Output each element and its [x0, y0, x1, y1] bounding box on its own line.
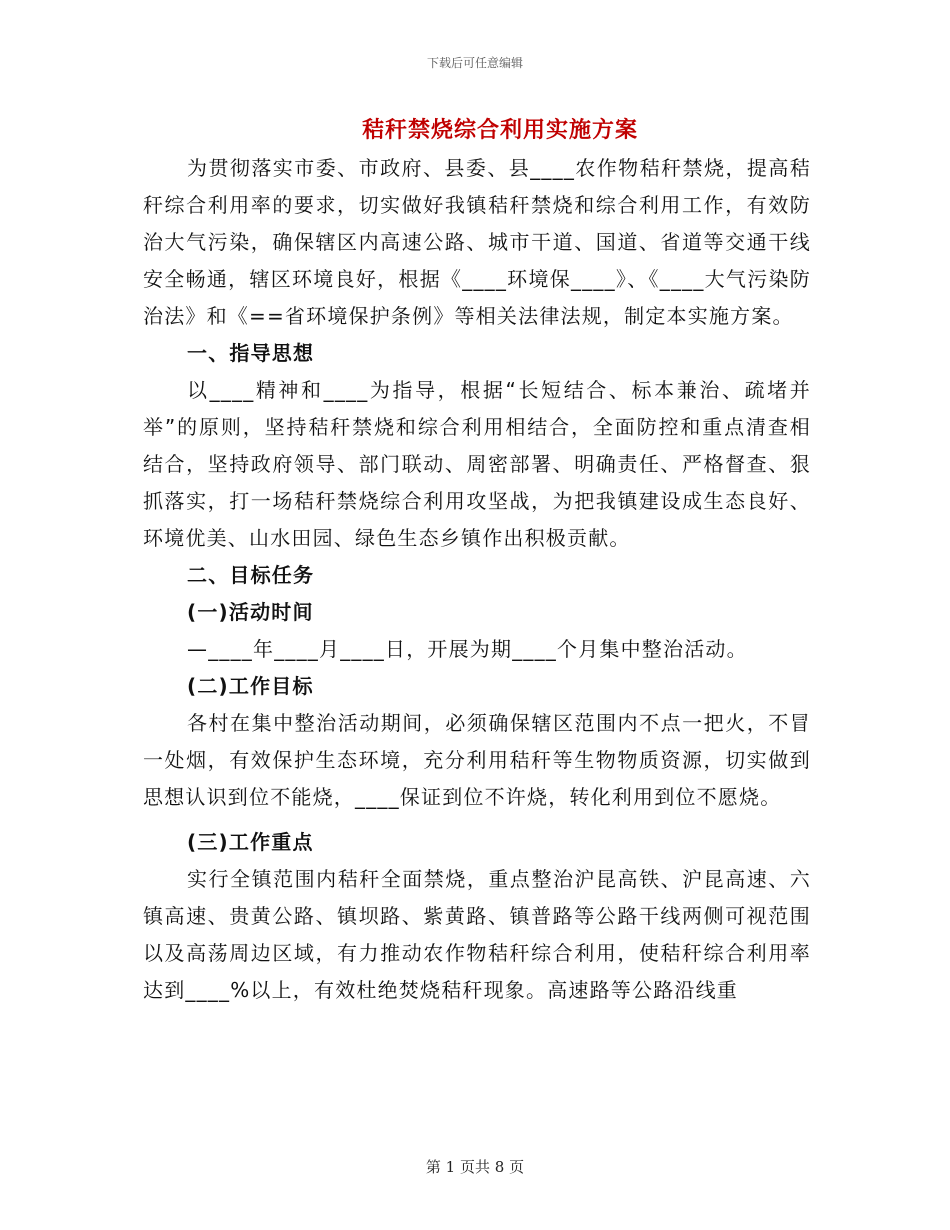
- guiding-paragraph: 以____精神和____为指导，根据“长短结合、标本兼治、疏堵并举”的原则，坚持秸秆禁烧和综合利用相结合，全面防控和重点清查相结合，坚持政府领导、部门联动、周密部署、明确责任、严格督查、狠抓落实，打一场秸秆禁烧综合利用攻坚战，为把我镇建设成生态良好、环境优美、山水田园、绿色生态乡镇作出积极贡献。: [143, 378, 811, 550]
- document-body: [143, 150, 811, 1009]
- work-focus-paragraph: 实行全镇范围内秸秆全面禁烧，重点整治沪昆高铁、沪昆高速、六镇高速、贵黄公路、镇坝路、紫黄路、镇普路等公路干线两侧可视范围以及高荡周边区域，有力推动农作物秸秆综合利用，使秸秆综合利用率达到____%以上，有效杜绝焚烧秸秆现象。高速路等公路沿线重: [143, 867, 811, 1002]
- intro-paragraph: 为贯彻落实市委、市政府、县委、县____农作物秸秆禁烧，提高秸秆综合利用率的要求，切实做好我镇秸秆禁烧和综合利用工作，有效防治大气污染，确保辖区内高速公路、城市干道、国道、省道等交通干线安全畅通，辖区环境良好，根据《____环境保____》、《____大气污染防治法》和《==省环境保护条例》等相关法律法规，制定本实施方案。: [143, 156, 811, 328]
- page-number: 第 1 页共 8 页: [425, 1158, 525, 1176]
- heading-activity-time: (一)活动时间: [187, 600, 314, 624]
- activity-time-paragraph: —____年____月____日，开展为期____个月集中整治活动。: [187, 637, 748, 661]
- header-note: 下载后可任意编辑: [426, 56, 523, 70]
- document-title: 秸秆禁烧综合利用实施方案: [361, 117, 638, 143]
- heading-work-focus: (三)工作重点: [187, 830, 314, 854]
- heading-guiding-ideology: 一、指导思想: [187, 341, 315, 365]
- work-goal-paragraph: 各村在集中整治活动期间，必须确保辖区范围内不点一把火，不冒一处烟，有效保护生态环境，充分利用秸秆等生物物质资源，切实做到思想认识到位不能烧，____保证到位不许烧，转化利用到位不愿烧。: [143, 711, 811, 809]
- heading-work-goal: (二)工作目标: [187, 674, 314, 698]
- heading-goals-tasks: 二、目标任务: [187, 563, 315, 587]
